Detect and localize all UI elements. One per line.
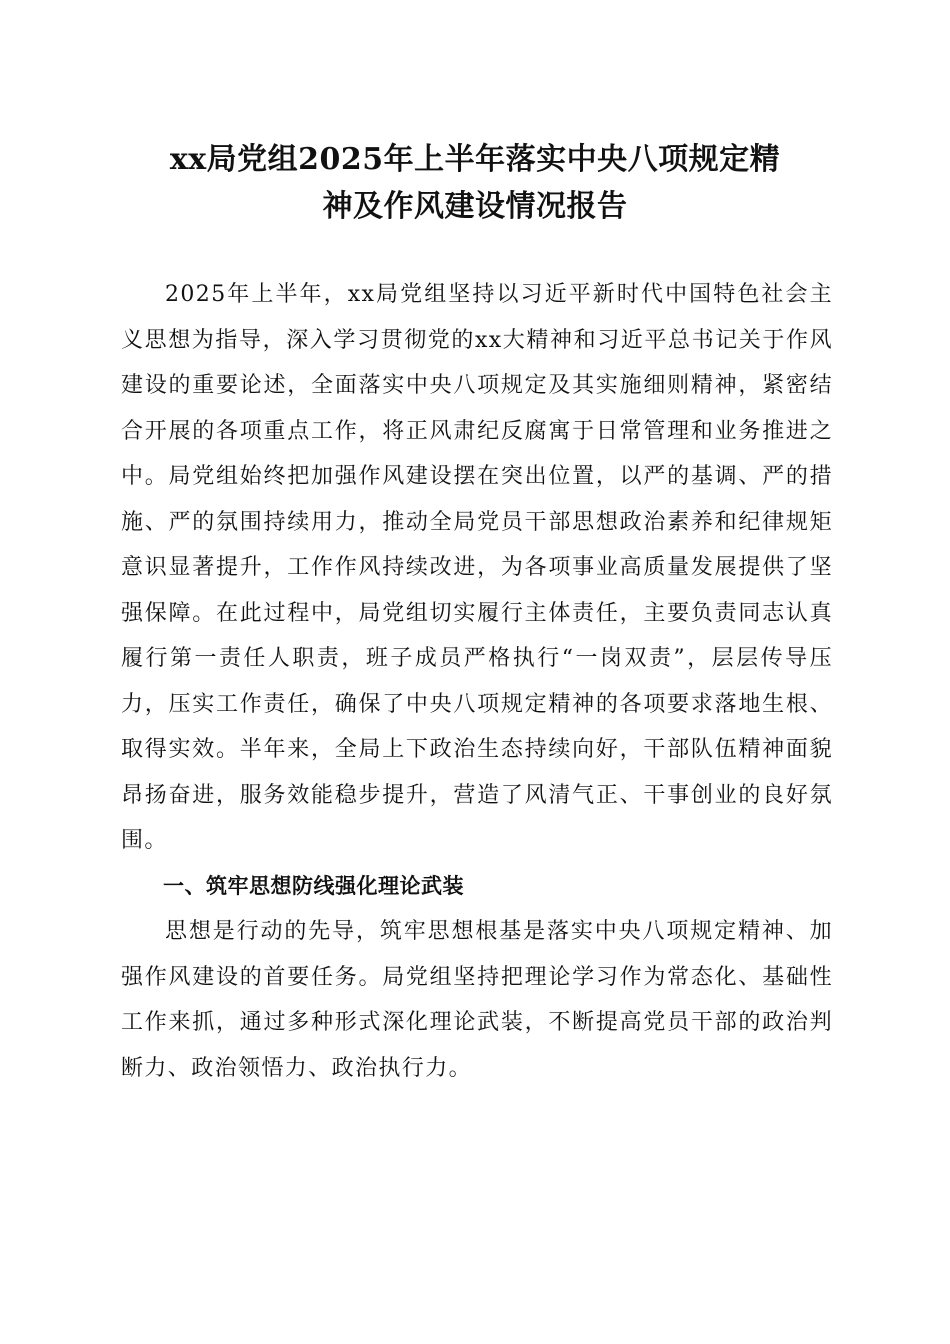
section-paragraph: 思想是行动的先导，筑牢思想根基是落实中央八项规定精神、加强作风建设的首要任务。局党组坚持把理论学习作为常态化、基础性工作来抓，通过多种形式深化理论武装，不断提高党员干部的政治判断力、政治领悟力、政治执行力。 [121,919,833,1081]
title-line-1: xx局党组2025年上半年落实中央八项规定精 [169,142,781,177]
title-line-2: 神及作风建设情况报告 [322,189,628,224]
section-heading: 一、筑牢思想防线强化理论武装 [163,873,464,898]
intro-paragraph: 2025年上半年，xx局党组坚持以习近平新时代中国特色社会主义思想为指导，深入学习贯彻党的xx大精神和习近平总书记关于作风建设的重要论述，全面落实中央八项规定及其实施细则精神，紧密结合开展的各项重点工作，将正风肃纪反腐寓于日常管理和业务推进之中。局党组始终把加强作风建设摆在突出位置，以严的基调、严的措施、严的氛围持续用力，推动全局党员干部思想政治素养和纪律规矩意识显著提升，工作作风持续改进，为各项事业高质量发展提供了坚强保障。在此过程中，局党组切实履行主体责任，主要负责同志认真履行第一责任人职责，班子成员严格执行“一岗双责”，层层传导压力，压实工作责任，确保了中央八项规定精神的各项要求落地生根、取得实效。半年来，全局上下政治生态持续向好，干部队伍精神面貌昂扬奋进，服务效能稳步提升，营造了风清气正、干事创业的良好氛围。 [121,282,833,853]
document-body [121,272,833,1091]
document-title [120,136,830,230]
